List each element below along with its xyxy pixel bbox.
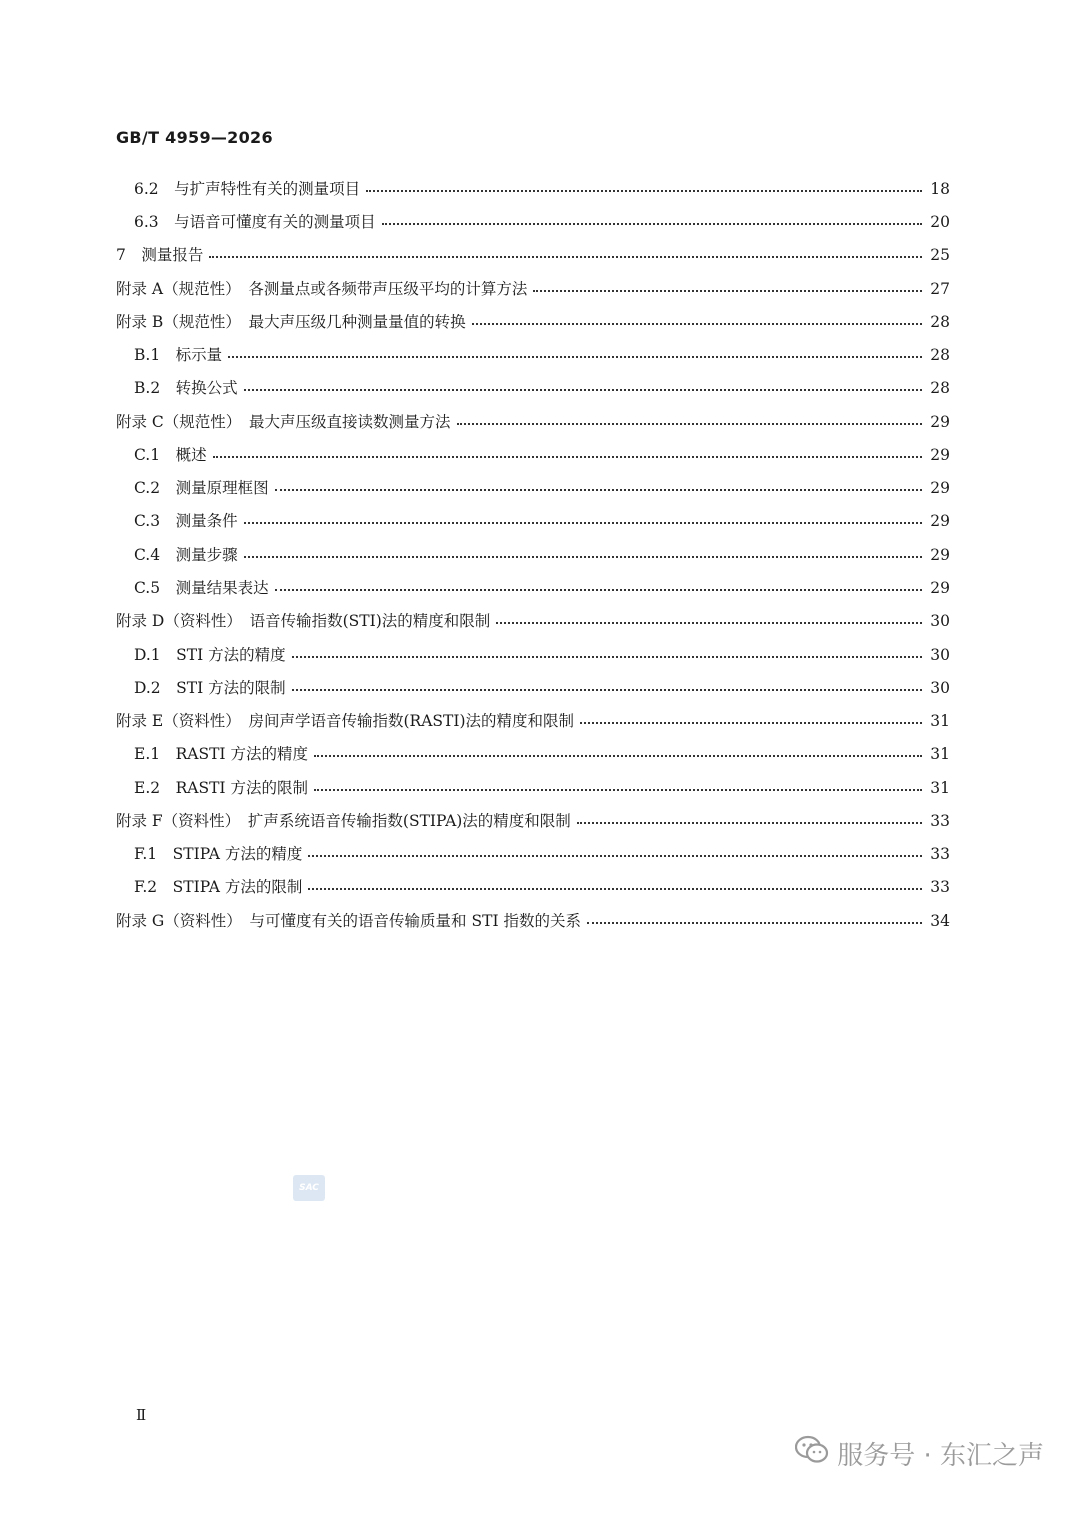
toc-entry[interactable] — [134, 842, 950, 866]
toc-entry[interactable] — [116, 609, 950, 633]
toc-entry[interactable] — [116, 310, 950, 334]
toc-leader — [228, 356, 922, 358]
toc-entry[interactable] — [134, 343, 950, 367]
toc-leader — [244, 522, 922, 524]
toc-entry[interactable] — [116, 277, 950, 301]
toc-entry-label: 附录 C（规范性） 最大声压级直接读数测量方法 — [116, 413, 451, 431]
toc-entry[interactable] — [134, 509, 950, 533]
toc-leader — [275, 489, 922, 491]
toc-entry-label: 7 测量报告 — [116, 246, 204, 264]
toc-entry-page: 18 — [930, 180, 950, 198]
toc-entry[interactable] — [134, 177, 950, 201]
toc-entry-page: 29 — [930, 413, 950, 431]
toc-entry-label: 附录 F（资料性） 扩声系统语音传输指数(STIPA)法的精度和限制 — [116, 812, 571, 830]
toc-entry-page: 28 — [930, 313, 950, 331]
toc-leader — [496, 622, 922, 624]
toc-leader — [587, 922, 922, 924]
toc-entry-page: 31 — [930, 712, 950, 730]
standard-code: GB/T 4959—2026 — [116, 128, 273, 147]
toc-entry-page: 30 — [930, 646, 950, 664]
page-number: Ⅱ — [136, 1406, 147, 1424]
toc-entry-label: C.1 概述 — [134, 446, 207, 464]
toc-entry-page: 29 — [930, 512, 950, 530]
toc-entry-label: 附录 B（规范性） 最大声压级几种测量量值的转换 — [116, 313, 466, 331]
toc-entry[interactable] — [116, 809, 950, 833]
toc-entry-page: 30 — [930, 679, 950, 697]
toc-leader — [382, 223, 922, 225]
toc-entry-label: 附录 G（资料性） 与可懂度有关的语音传输质量和 STI 指数的关系 — [116, 912, 581, 930]
toc-entry[interactable] — [134, 476, 950, 500]
toc-leader — [366, 190, 922, 192]
toc-entry-page: 28 — [930, 379, 950, 397]
toc-leader — [472, 323, 922, 325]
toc-entry-label: C.5 测量结果表达 — [134, 579, 269, 597]
toc-leader — [457, 423, 922, 425]
toc-entry[interactable] — [134, 742, 950, 766]
toc-entry[interactable] — [116, 909, 950, 933]
toc-leader — [577, 822, 922, 824]
toc-entry[interactable] — [134, 875, 950, 899]
toc-entry[interactable] — [134, 376, 950, 400]
toc-entry-page: 20 — [930, 213, 950, 231]
toc-entry-label: C.2 测量原理框图 — [134, 479, 269, 497]
toc-entry-label: F.2 STIPA 方法的限制 — [134, 878, 303, 896]
toc-entry-label: E.1 RASTI 方法的精度 — [134, 745, 308, 763]
toc-leader — [314, 755, 922, 757]
toc-entry-label: 6.3 与语音可懂度有关的测量项目 — [134, 213, 376, 231]
toc-entry-label: 6.2 与扩声特性有关的测量项目 — [134, 180, 361, 198]
toc-entry[interactable] — [134, 576, 950, 600]
toc-entry-label: D.1 STI 方法的精度 — [134, 646, 286, 664]
toc-entry-page: 30 — [930, 612, 950, 630]
toc-entry-label: C.3 测量条件 — [134, 512, 238, 530]
toc-entry-label: 附录 D（资料性） 语音传输指数(STI)法的精度和限制 — [116, 612, 491, 630]
wechat-icon — [795, 1435, 829, 1472]
toc-entry[interactable] — [134, 676, 950, 700]
toc-entry-page: 33 — [930, 878, 950, 896]
toc-entry-page: 33 — [930, 845, 950, 863]
toc-entry-label: 附录 A（规范性） 各测量点或各频带声压级平均的计算方法 — [116, 280, 528, 298]
toc-entry[interactable] — [116, 410, 950, 434]
toc-leader — [275, 589, 922, 591]
toc-entry-page: 29 — [930, 579, 950, 597]
toc-leader — [533, 290, 922, 292]
toc-leader — [292, 656, 922, 658]
toc-entry-page: 31 — [930, 779, 950, 797]
toc-entry-label: C.4 测量步骤 — [134, 546, 238, 564]
toc-entry[interactable] — [134, 443, 950, 467]
sac-logo: SAC — [293, 1175, 325, 1201]
toc-entry-page: 29 — [930, 546, 950, 564]
watermark-text: 服务号 · 东汇之声 — [837, 1440, 1044, 1471]
toc-entry-page: 33 — [930, 812, 950, 830]
toc-entry[interactable] — [134, 776, 950, 800]
toc-leader — [314, 789, 922, 791]
toc-entry-page: 31 — [930, 745, 950, 763]
toc-entry-page: 29 — [930, 446, 950, 464]
toc-entry-page: 25 — [930, 246, 950, 264]
toc-entry-label: E.2 RASTI 方法的限制 — [134, 779, 308, 797]
toc-entry[interactable] — [116, 709, 950, 733]
toc-entry[interactable] — [116, 243, 950, 267]
toc-leader — [209, 256, 922, 258]
toc-leader — [244, 389, 922, 391]
toc-leader — [292, 689, 922, 691]
toc-leader — [308, 888, 922, 890]
toc-entry[interactable] — [134, 543, 950, 567]
toc-leader — [308, 855, 922, 857]
toc-leader — [213, 456, 922, 458]
toc-entry-label: F.1 STIPA 方法的精度 — [134, 845, 303, 863]
toc-entry-page: 27 — [930, 280, 950, 298]
toc-entry-label: 附录 E（资料性） 房间声学语音传输指数(RASTI)法的精度和限制 — [116, 712, 575, 730]
toc-entry-page: 34 — [930, 912, 950, 930]
toc-leader — [244, 556, 922, 558]
toc-entry-label: B.1 标示量 — [134, 346, 223, 364]
toc-leader — [580, 722, 922, 724]
watermark — [795, 1433, 1044, 1473]
toc-entry-page: 28 — [930, 346, 950, 364]
toc-entry-page: 29 — [930, 479, 950, 497]
toc-entry[interactable] — [134, 643, 950, 667]
toc-entry-label: B.2 转换公式 — [134, 379, 238, 397]
toc-entry-label: D.2 STI 方法的限制 — [134, 679, 286, 697]
toc-entry[interactable] — [134, 210, 950, 234]
